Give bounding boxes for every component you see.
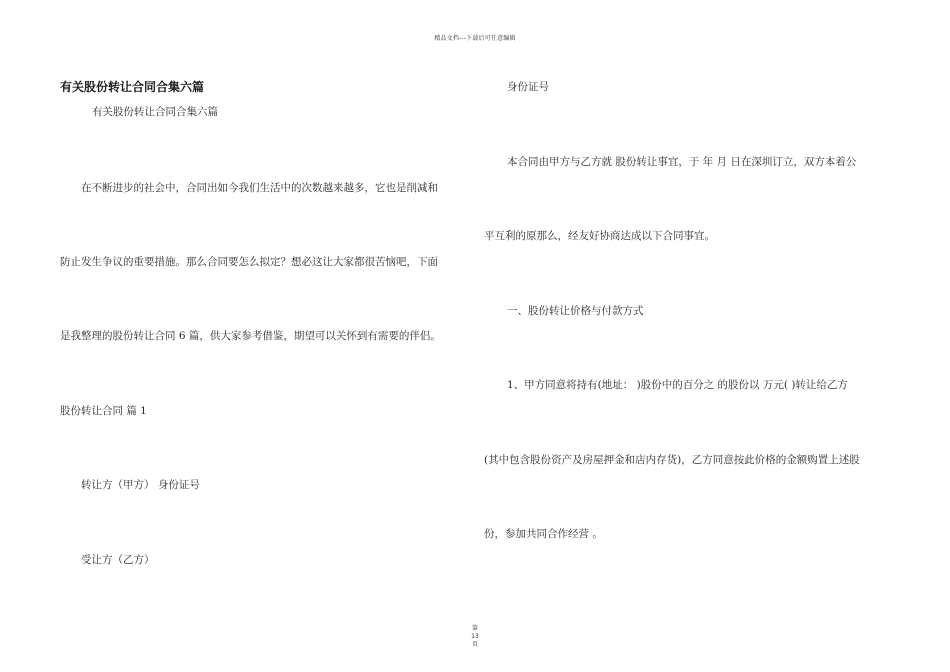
contract-paragraph-line-1: 本合同由甲方与乙方就 股份转让事宜，于 年 月 日在深圳订立，双方本着公	[507, 156, 857, 168]
header-note: 精品文档---下载后可任意编辑	[434, 35, 516, 42]
id-number-label: 身份证号	[507, 81, 549, 93]
document-subtitle: 有关股份转让合同合集六篇	[92, 106, 218, 118]
page-number-prefix: 第	[471, 625, 478, 632]
section-heading: 股份转让合同 篇 1	[60, 405, 147, 417]
intro-paragraph-line-1: 在不断进步的社会中，合同出如今我们生活中的次数越来越多，它也是削减和	[81, 182, 438, 194]
right-column	[470, 0, 950, 672]
party-b-line: 受让方（乙方）	[81, 554, 155, 566]
intro-paragraph-line-2: 防止发生争议的重要措施。那么合同要怎么拟定？想必这让大家都很苦恼吧，下面	[60, 256, 438, 268]
left-column	[0, 0, 470, 672]
clause-1-line-3: 份，参加共同合作经营 。	[484, 528, 603, 540]
party-a-line: 转让方（甲方） 身份证号	[81, 479, 200, 491]
contract-paragraph-line-2: 平互利的原那么，经友好协商达成以下合同事宜。	[484, 230, 715, 242]
clause-1-heading: 一、股份转让价格与付款方式	[507, 305, 644, 317]
intro-paragraph-line-3: 是我整理的股份转让合同 6 篇，供大家参考借鉴，期望可以关怀到有需要的伴侣。	[60, 330, 441, 342]
clause-1-line-2: (其中包含股份资产及房屋押金和店内存货)，乙方同意按此价格的金额购置上述股	[484, 454, 860, 466]
page-number-value: 13	[471, 633, 479, 640]
clause-1-line-1: 1、甲方同意将持有(地址： )股份中的百分之 的股份以 万元( )转让给乙方	[507, 379, 848, 391]
document-title: 有关股份转让合同合集六篇	[60, 80, 205, 94]
page-number	[0, 625, 950, 649]
page-number-suffix: 页	[471, 641, 478, 648]
